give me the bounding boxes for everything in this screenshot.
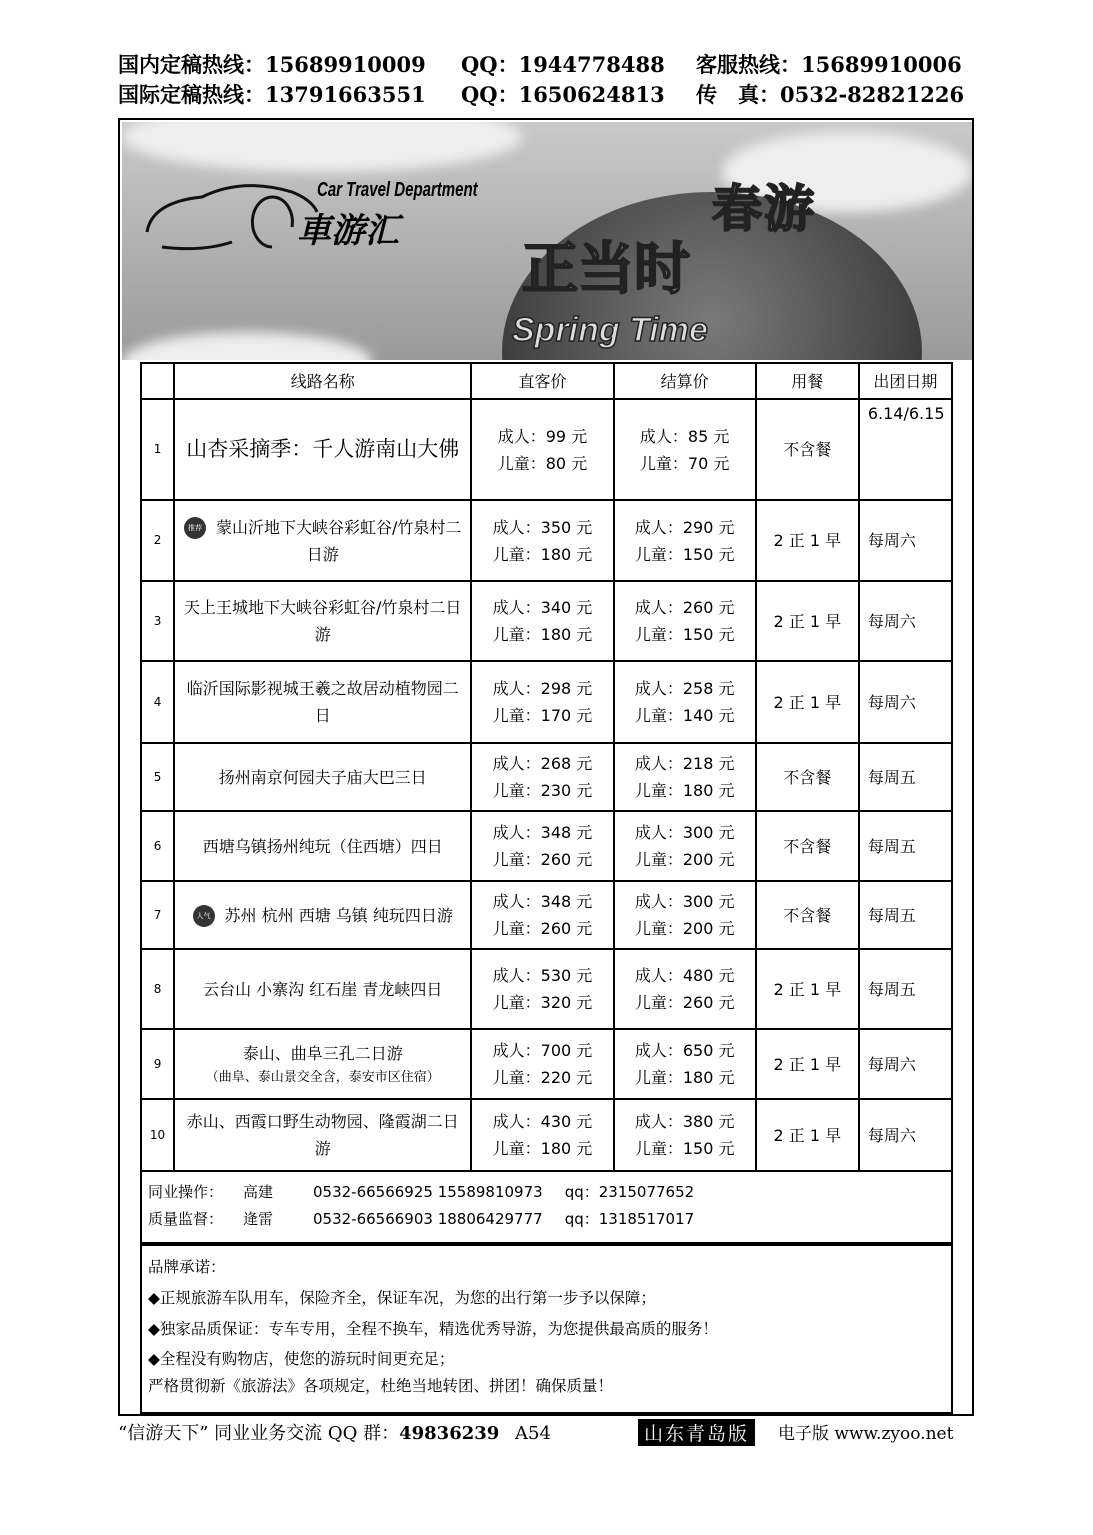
child-price: 儿童：180 元 [634, 781, 735, 800]
settle-price [614, 1099, 756, 1171]
adult-price: 成人：700 元 [492, 1041, 593, 1060]
adult-price: 成人：430 元 [492, 1112, 593, 1131]
promise-title: 品牌承诺： [148, 1258, 226, 1276]
contact-qq: qq：2315077652 [564, 1183, 695, 1201]
row-number: 8 [141, 949, 174, 1029]
departure-date: 每周五 [859, 811, 952, 881]
meal: 2 正 1 早 [756, 949, 859, 1029]
adult-price: 成人：85 元 [639, 426, 730, 446]
column-header: 直客价 [471, 363, 613, 399]
table-row [141, 1029, 952, 1099]
table-row [141, 811, 952, 881]
domestic-hotline: 国内定稿热线：15689910009 [118, 52, 426, 77]
meal: 不含餐 [756, 743, 859, 811]
badge-icon: 人气 [193, 905, 215, 927]
contact-phones: 0532-66566903 18806429777 [313, 1210, 543, 1228]
service-hotline: 客服热线：15689910006 [696, 52, 962, 77]
column-header: 结算价 [614, 363, 756, 399]
qq-1: QQ：1944778488 [461, 52, 665, 77]
contact-qq: qq：1318517017 [564, 1210, 695, 1228]
table-row [141, 1099, 952, 1171]
table-row [141, 500, 952, 581]
table-row [141, 399, 952, 500]
contact-section [140, 1170, 953, 1244]
fax: 传 真：0532-82821226 [696, 82, 965, 107]
promise-item: ◆独家品质保证：专车专用，全程不换车，精选优秀导游，为您提供最高质的服务！ [148, 1320, 718, 1338]
direct-price [471, 811, 613, 881]
table-row [141, 743, 952, 811]
direct-price [471, 881, 613, 949]
route-name: 苏州 杭州 西塘 乌镇 纯玩四日游 [224, 905, 453, 925]
row-number: 10 [141, 1099, 174, 1171]
route-name-cell [174, 1099, 471, 1171]
contact-name: 高建 [243, 1183, 274, 1201]
column-header: 线路名称 [174, 363, 471, 399]
departure-date: 每周五 [859, 949, 952, 1029]
settle-price [614, 881, 756, 949]
adult-price: 成人：480 元 [634, 966, 735, 985]
column-header: 用餐 [756, 363, 859, 399]
route-name: 临沂国际影视城王羲之故居动植物园二日 [186, 679, 459, 725]
settle-price [614, 399, 756, 500]
row-number: 4 [141, 661, 174, 743]
contact-role: 质量监督： [148, 1210, 224, 1228]
badge-icon: 推荐 [184, 517, 206, 539]
route-name: 扬州南京何园夫子庙大巴三日 [218, 767, 427, 787]
footer-group-number: 49836239 [399, 1423, 500, 1444]
adult-price: 成人：348 元 [492, 823, 593, 842]
logo-cn: 車游汇 [297, 211, 399, 251]
adult-price: 成人：300 元 [634, 892, 735, 911]
adult-price: 成人：530 元 [492, 966, 593, 985]
meal: 不含餐 [756, 811, 859, 881]
child-price: 儿童：180 元 [634, 1068, 735, 1087]
child-price: 儿童：150 元 [634, 625, 735, 644]
departure-date: 6.14/6.15 [859, 399, 952, 500]
adult-price: 成人：298 元 [492, 679, 593, 698]
row-number: 3 [141, 581, 174, 661]
title-cn-1: 春游 [712, 180, 816, 238]
row-number: 9 [141, 1029, 174, 1099]
child-price: 儿童：260 元 [492, 919, 593, 938]
adult-price: 成人：300 元 [634, 823, 735, 842]
child-price: 儿童：150 元 [634, 544, 735, 564]
contact-role: 同业操作： [148, 1183, 224, 1201]
adult-price: 成人：268 元 [492, 754, 593, 773]
table-row [141, 581, 952, 661]
route-name-cell [174, 949, 471, 1029]
footer [118, 1419, 978, 1445]
route-name-cell [174, 581, 471, 661]
promise-item: ◆全程没有购物店，使您的游玩时间更充足； [148, 1350, 455, 1368]
website-link[interactable]: 电子版 www.zyoo.net [778, 1424, 954, 1444]
row-number: 5 [141, 743, 174, 811]
adult-price: 成人：650 元 [634, 1041, 735, 1060]
adult-price: 成人：348 元 [492, 892, 593, 911]
route-name: 天上王城地下大峡谷彩虹谷/竹泉村二日游 [184, 598, 462, 644]
route-name: 云台山 小寨沟 红石崖 青龙峡四日 [203, 979, 443, 999]
adult-price: 成人：99 元 [497, 426, 588, 446]
departure-date: 每周五 [859, 881, 952, 949]
meal: 不含餐 [756, 881, 859, 949]
contact-phones: 0532-66566925 15589810973 [313, 1183, 543, 1201]
adult-price: 成人：260 元 [634, 598, 735, 617]
meal: 2 正 1 早 [756, 1029, 859, 1099]
child-price: 儿童：230 元 [492, 781, 593, 800]
meal: 2 正 1 早 [756, 661, 859, 743]
adult-price: 成人：258 元 [634, 679, 735, 698]
row-number: 7 [141, 881, 174, 949]
meal: 2 正 1 早 [756, 1099, 859, 1171]
logo-en: Car Travel Department [317, 179, 478, 201]
departure-date: 每周六 [859, 500, 952, 581]
child-price: 儿童：200 元 [634, 850, 735, 869]
departure-date: 每周六 [859, 1099, 952, 1171]
direct-price [471, 1029, 613, 1099]
route-name: 泰山、曲阜三孔二日游 [242, 1043, 403, 1063]
settle-price [614, 949, 756, 1029]
route-name-cell [174, 743, 471, 811]
child-price: 儿童：180 元 [492, 544, 593, 564]
route-name-cell [174, 399, 471, 500]
edition-label: 山东青岛版 [638, 1419, 755, 1446]
adult-price: 成人：380 元 [634, 1112, 735, 1131]
direct-price [471, 500, 613, 581]
route-name-cell [174, 881, 471, 949]
adult-price: 成人：290 元 [634, 517, 735, 537]
column-header [141, 363, 174, 399]
child-price: 儿童：260 元 [634, 993, 735, 1012]
settle-price [614, 811, 756, 881]
route-name: 西塘乌镇扬州纯玩（住西塘）四日 [202, 836, 443, 856]
intl-hotline: 国际定稿热线：13791663551 [118, 82, 426, 107]
settle-price [614, 743, 756, 811]
contact-name: 逄雷 [243, 1210, 274, 1228]
direct-price [471, 949, 613, 1029]
departure-date: 每周六 [859, 1029, 952, 1099]
main-frame [118, 118, 974, 1416]
child-price: 儿童：80 元 [497, 453, 588, 473]
departure-date: 每周五 [859, 743, 952, 811]
child-price: 儿童：150 元 [634, 1139, 735, 1158]
row-number: 2 [141, 500, 174, 581]
column-header: 出团日期 [859, 363, 952, 399]
route-name-cell [174, 500, 471, 581]
row-number: 6 [141, 811, 174, 881]
settle-price [614, 661, 756, 743]
contact-row [148, 1179, 945, 1206]
meal: 2 正 1 早 [756, 500, 859, 581]
direct-price [471, 581, 613, 661]
qq-2: QQ：1650624813 [461, 82, 665, 107]
adult-price: 成人：350 元 [492, 517, 593, 537]
child-price: 儿童：180 元 [492, 625, 593, 644]
settle-price [614, 581, 756, 661]
child-price: 儿童：260 元 [492, 850, 593, 869]
child-price: 儿童：320 元 [492, 993, 593, 1012]
title-en: Spring Time [512, 311, 708, 349]
adult-price: 成人：340 元 [492, 598, 593, 617]
row-number: 1 [141, 399, 174, 500]
child-price: 儿童：140 元 [634, 706, 735, 725]
route-name: 赤山、西霞口野生动物园、隆霞湖二日游 [186, 1112, 459, 1158]
settle-price [614, 1029, 756, 1099]
direct-price [471, 743, 613, 811]
child-price: 儿童：200 元 [634, 919, 735, 938]
departure-date: 每周六 [859, 581, 952, 661]
promise-item: 严格贯彻新《旅游法》各项规定，杜绝当地转团、拼团！确保质量！ [148, 1377, 614, 1395]
child-price: 儿童：70 元 [639, 453, 730, 473]
route-table [140, 362, 953, 1172]
promise-section [140, 1244, 953, 1414]
child-price: 儿童：180 元 [492, 1139, 593, 1158]
departure-date: 每周六 [859, 661, 952, 743]
direct-price [471, 1099, 613, 1171]
route-name-cell [174, 811, 471, 881]
child-price: 儿童：170 元 [492, 706, 593, 725]
child-price: 儿童：220 元 [492, 1068, 593, 1087]
table-row [141, 881, 952, 949]
promise-item: ◆正规旅游车队用车，保险齐全，保证车况，为您的出行第一步予以保障； [148, 1289, 656, 1307]
direct-price [471, 399, 613, 500]
meal: 不含餐 [756, 399, 859, 500]
direct-price [471, 661, 613, 743]
route-note: （曲阜、泰山景交全含，泰安市区住宿） [205, 1069, 440, 1085]
meal: 2 正 1 早 [756, 581, 859, 661]
route-name: 蒙山沂地下大峡谷彩虹谷/竹泉村二日游 [216, 517, 462, 564]
settle-price [614, 500, 756, 581]
route-name-cell [174, 661, 471, 743]
table-row [141, 949, 952, 1029]
footer-group: “信游天下” 同业业务交流 QQ 群： [118, 1423, 400, 1444]
car-logo-icon [142, 172, 322, 262]
contact-row [148, 1206, 945, 1233]
route-name: 山杏采摘季：千人游南山大佛 [186, 437, 460, 461]
banner [122, 122, 972, 360]
page-number: A54 [515, 1423, 551, 1444]
adult-price: 成人：218 元 [634, 754, 735, 773]
table-row [141, 661, 952, 743]
title-cn-2: 正当时 [522, 237, 690, 302]
route-name-cell [174, 1029, 471, 1099]
